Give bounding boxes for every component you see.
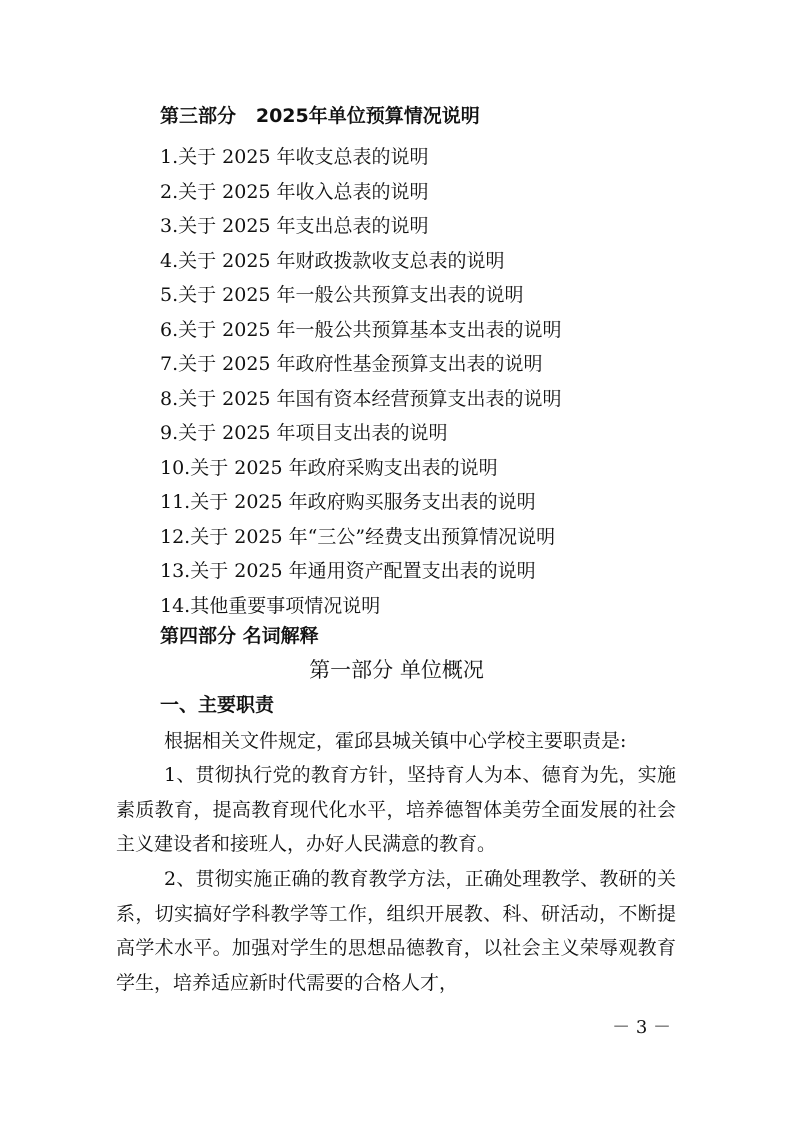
toc-item: 4.关于 2025 年财政拨款收支总表的说明 (160, 249, 505, 272)
toc-item: 7.关于 2025 年政府性基金预算支出表的说明 (160, 353, 543, 375)
toc-list (160, 140, 562, 623)
duty-paragraph-1: 1、贯彻执行党的教育方针，坚持育人为本、德育为先，实施素质教育，提高教育现代化水平，培养德智体美劳全面发展的社会主义建设者和接班人，办好人民满意的教育。 (116, 764, 676, 855)
toc-item: 10.关于 2025 年政府采购支出表的说明 (160, 456, 498, 479)
toc-item: 5.关于 2025 年一般公共预算支出表的说明 (160, 284, 524, 306)
duties-heading: 一、主要职责 (160, 694, 275, 716)
toc-item: 1.关于 2025 年收支总表的说明 (160, 146, 429, 168)
toc-item: 13.关于 2025 年通用资产配置支出表的说明 (160, 560, 536, 582)
page-number: － 3 － (612, 1017, 671, 1038)
toc-item: 6.关于 2025 年一般公共预算基本支出表的说明 (160, 318, 562, 341)
duty-paragraph-2: 2、贯彻实施正确的教育教学方法，正确处理教学、教研的关系，切实搞好学科教学等工作，组织开展教、科、研活动，不断提高学术水平。加强对学生的思想品德教育，以社会主义荣辱观教育学生，培养适应新时代需要的合格人才， (116, 868, 676, 994)
part4-heading: 第四部分 名词解释 (160, 625, 319, 647)
section-title: 第一部分 单位概况 (309, 658, 484, 682)
toc-item: 9.关于 2025 年项目支出表的说明 (160, 422, 448, 444)
intro-paragraph: 根据相关文件规定，霍邱县城关镇中心学校主要职责是: (164, 730, 627, 752)
toc-item: 11.关于 2025 年政府购买服务支出表的说明 (160, 491, 536, 513)
toc-item: 8.关于 2025 年国有资本经营预算支出表的说明 (160, 387, 562, 410)
toc-item: 2.关于 2025 年收入总表的说明 (160, 180, 429, 203)
toc-item: 3.关于 2025 年支出总表的说明 (160, 215, 429, 237)
toc-item: 14.其他重要事项情况说明 (160, 594, 381, 617)
toc-item: 12.关于 2025 年“三公”经费支出预算情况说明 (160, 525, 556, 548)
part3-heading: 第三部分 2025年单位预算情况说明 (160, 105, 480, 127)
